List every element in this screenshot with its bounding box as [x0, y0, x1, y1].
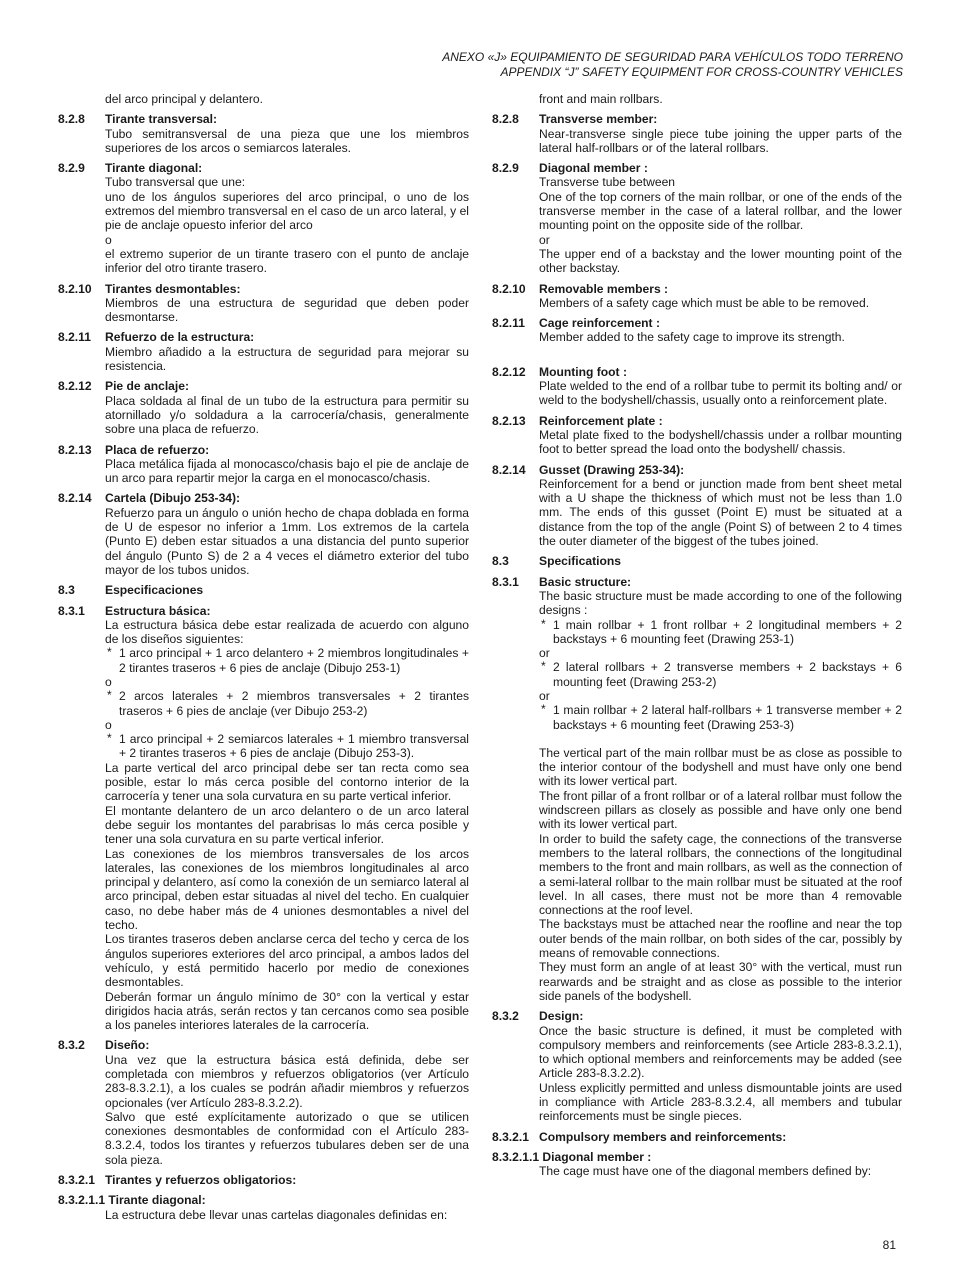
section-number: 8.2.10 — [58, 281, 92, 296]
section-number: 8.2.10 — [492, 281, 526, 296]
paragraph: La parte vertical del arco principal debe ser tan recta como sea posible, estar lo más cerca posible del contorno interior de la carrocería y tener una sola curvatura en su parte vertical inferior. — [105, 760, 469, 804]
section-body: Placa metálica fijada al monocasco/chasis bajo el pie de anclaje de un arco para repartir mejor la carga en el monocasco/chasis. — [105, 456, 469, 486]
section-8-2-13 — [58, 443, 469, 486]
or-text: o — [105, 674, 112, 689]
section-title: Basic structure: — [539, 574, 632, 589]
section-title: Transverse member: — [539, 112, 658, 127]
paragraph: The backstays must be attached near the roofline and near the top outer bends of the main rollbar, on both sides of the car, possibly by means of removable connections. — [539, 917, 902, 961]
section-8-2-13 — [492, 414, 902, 457]
section-number: 8.2.12 — [492, 364, 526, 379]
bullet-item: * 2 lateral rollbars + 2 transverse members + 2 backstays + 6 mounting feet (Drawing 253-2) — [539, 660, 902, 689]
section-8-2-8 — [58, 112, 469, 155]
continued-text: del arco principal y delantero. — [105, 92, 263, 106]
bullet-item: * 1 main rollbar + 1 front rollbar + 2 longitudinal members + 2 backstays + 6 mounting feet (Drawing 253-1) — [539, 618, 902, 647]
section-body: Members of a safety cage which must be able to be removed. — [539, 295, 870, 310]
section-line: Transverse tube between — [539, 175, 676, 190]
section-8-3 — [58, 583, 469, 597]
section-number: 8.3 — [58, 583, 75, 598]
section-8-3-2 — [492, 1009, 902, 1123]
paragraph: Salvo que esté explícitamente autorizado o que se utilicen conexiones desmontables de conformidad con el Artículo 283-8.3.2.4, todos los tirantes y refuerzos tubulares deben ser de una sola pieza. — [105, 1109, 469, 1167]
or-text: or — [539, 646, 550, 661]
section-8-2-14 — [492, 463, 902, 549]
section-8-2-12 — [58, 379, 469, 436]
section-number: 8.2.13 — [58, 442, 92, 457]
section-title: Removable members : — [539, 281, 669, 296]
page-number: 81 — [882, 1238, 896, 1252]
paragraph: The vertical part of the main rollbar must be as close as possible to the interior contour of the bodyshell and must have only one bend with its lower vertical part. — [539, 745, 902, 789]
section-title: Tirantes desmontables: — [105, 281, 241, 296]
section-number: 8.2.14 — [58, 491, 92, 506]
section-8-2-11 — [58, 330, 469, 373]
spacer — [539, 732, 902, 746]
section-line: el extremo superior de un tirante trasero con el punto de anclaje inferior del otro tirante trasero. — [105, 246, 469, 276]
section-intro: The basic structure must be made according to one of the following designs : — [539, 588, 902, 618]
section-title: Refuerzo de la estructura: — [105, 330, 255, 345]
section-title: Specifications — [539, 554, 621, 569]
section-8-2-11 — [492, 316, 902, 345]
english-column — [492, 92, 902, 1184]
or-text: o — [105, 717, 112, 732]
section-title: Cartela (Dibujo 253-34): — [105, 491, 241, 506]
section-number: 8.3.2.1 — [492, 1129, 529, 1144]
section-8-2-14 — [58, 491, 469, 577]
section-title: Diagonal member : — [539, 161, 648, 176]
section-number: 8.3.2.1 — [58, 1173, 95, 1188]
section-title: Tirantes y refuerzos obligatorios: — [105, 1173, 297, 1188]
header-english: APPENDIX “J” SAFETY EQUIPMENT FOR CROSS-COUNTRY VEHICLES — [500, 64, 903, 79]
section-line: One of the top corners of the main rollbar, or one of the ends of the transverse member in the case of a lateral rollbar, and the lower mounting point on the opposite side of the rollbar. — [539, 189, 902, 233]
paragraph: Once the basic structure is defined, it must be completed with compulsory members and reinforcements (see Article 283-8.3.2.1), to which optional members and reinforcements may be added (see Article 283-8.3.2.2). — [539, 1023, 902, 1081]
section-8-3-2-1 — [492, 1130, 902, 1144]
or-text: or — [539, 232, 550, 247]
paragraph: Deberán formar un ángulo mínimo de 30° con la vertical y estar dirigidos hacia atrás, serán rectos y tan cercanos como sea posible a los paneles interiores laterales de la carrocería. — [105, 989, 469, 1033]
section-8-3-2-1-1 — [492, 1150, 902, 1179]
bullet-item: * 2 arcos laterales + 2 miembros transversales + 2 tirantes traseros + 6 pies de anclaje (ver Dibujo 253-2) — [105, 689, 469, 718]
section-title: Placa de refuerzo: — [105, 442, 210, 457]
spanish-column — [58, 92, 469, 1228]
section-8-3-2-1 — [58, 1173, 469, 1187]
section-number: 8.2.9 — [492, 161, 519, 176]
section-number: 8.2.8 — [492, 112, 519, 127]
section-line: Tubo transversal que une: — [105, 175, 246, 190]
section-8-2-9 — [492, 161, 902, 275]
section-number: 8.3.2 — [58, 1038, 85, 1053]
section-body: Metal plate fixed to the bodyshell/chassis under a rollbar mounting foot to better spread the load onto the bodyshell/ chassis. — [539, 427, 902, 457]
spacer — [492, 351, 902, 365]
section-number: 8.2.12 — [58, 379, 92, 394]
section-body: Near-transverse single piece tube joining the upper parts of the lateral half-rollbars or of the lateral rollbars. — [539, 126, 902, 155]
section-body: Plate welded to the end of a rollbar tube to permit its bolting and/ or weld to the bodyshell/chassis, usually onto a reinforcement plate. — [539, 379, 902, 408]
page-header — [442, 50, 903, 79]
header-spanish: ANEXO «J» EQUIPAMIENTO DE SEGURIDAD PARA VEHÍCULOS TODO TERRENO — [442, 50, 903, 64]
section-title: Especificaciones — [105, 583, 204, 598]
section-number: 8.2.9 — [58, 161, 85, 176]
section-intro: La estructura básica debe estar realizada de acuerdo con alguno de los diseños siguientes: — [105, 617, 469, 647]
section-8-2-8 — [492, 112, 902, 155]
continued-text: front and main rollbars. — [539, 92, 663, 106]
section-body: Reinforcement for a bend or junction made from bent sheet metal with a U shape the thickness of which must not be less than 1.0 mm. The ends of this gusset (Point E) must be situated at a distance from the top of the angle (Point S) of between 2 to 4 times the outer diameter of the biggest of the tubes joined. — [539, 476, 902, 549]
bullet-item: * 1 arco principal + 2 semiarcos laterales + 1 miembro transversal + 2 tirantes traseros + 6 pies de anclaje (Dibujo 253-3). — [105, 732, 469, 761]
section-title: Pie de anclaje: — [105, 379, 190, 394]
paragraph: In order to build the safety cage, the connections of the transverse members to the lateral rollbars, the connections of the longitudinal members to the front and main rollbars, as well as the connection of a semi-lateral rollbar to the main rollbar must be situated at the roof level. In all cases, there must not be more than 4 removable connections at the roof level. — [539, 831, 902, 918]
section-number: 8.2.11 — [58, 330, 91, 345]
section-number: 8.3.1 — [492, 574, 519, 589]
section-title: Gusset (Drawing 253-34): — [539, 462, 685, 477]
section-8-2-10 — [492, 282, 902, 311]
section-title: Cage reinforcement : — [539, 316, 660, 331]
section-8-3-2-1-1 — [58, 1193, 469, 1222]
section-8-2-10 — [58, 282, 469, 325]
section-number: 8.2.11 — [492, 316, 525, 331]
or-text: o — [105, 232, 112, 247]
section-8-3-1 — [58, 604, 469, 1033]
section-number: 8.3.1 — [58, 603, 85, 618]
section-number: 8.2.8 — [58, 112, 85, 127]
or-text: or — [539, 688, 550, 703]
section-body: Placa soldada al final de un tubo de la estructura para permitir su atornillado y/o soldadura a la carrocería/chasis, generalmente sobre una placa de refuerzo. — [105, 393, 469, 437]
section-title: Tirante diagonal: — [105, 161, 203, 176]
section-body: La estructura debe llevar unas cartelas diagonales definidas en: — [105, 1207, 448, 1222]
paragraph: They must form an angle of at least 30° with the vertical, must run rearwards and be straight and as close as possible to the interior side panels of the bodyshell. — [539, 960, 902, 1003]
section-8-2-9 — [58, 161, 469, 275]
section-title: Reinforcement plate : — [539, 413, 663, 428]
bullet-item: * 1 main rollbar + 2 lateral half-rollbars + 1 transverse member + 2 backstays + 6 mounting feet (Drawing 253-3) — [539, 703, 902, 732]
section-number: 8.3.2 — [492, 1009, 519, 1024]
section-title: Mounting foot : — [539, 364, 627, 379]
paragraph: Unless explicitly permitted and unless dismountable joints are used in compliance with Article 283-8.3.2.4, all members and tubular reinforcements must be single pieces. — [539, 1080, 902, 1124]
section-8-3 — [492, 554, 902, 568]
section-body: Member added to the safety cage to improve its strength. — [539, 330, 845, 345]
section-number: 8.2.14 — [492, 462, 526, 477]
paragraph: El montante delantero de un arco delantero o de un arco lateral debe seguir los montantes del parabrisas lo más cerca posible y tener una sola curvatura en su parte vertical inferior. — [105, 803, 469, 847]
section-line: The upper end of a backstay and the lower mounting point of the other backstay. — [539, 246, 902, 276]
section-8-3-2 — [58, 1038, 469, 1167]
section-8-2-12 — [492, 365, 902, 408]
section-title: Design: — [539, 1009, 584, 1024]
section-body: Miembro añadido a la estructura de seguridad para mejorar su resistencia. — [105, 344, 469, 374]
paragraph: The front pillar of a front rollbar or of a lateral rollbar must follow the windscreen pillars as closely as possible and have only one bend with its lower vertical part. — [539, 788, 902, 832]
section-title: Diseño: — [105, 1038, 150, 1053]
section-label: 8.3.2.1.1 Tirante diagonal: — [58, 1193, 206, 1208]
section-number: 8.3 — [492, 554, 509, 569]
section-title: Compulsory members and reinforcements: — [539, 1129, 787, 1144]
section-title: Tirante transversal: — [105, 112, 218, 127]
section-body: Refuerzo para un ángulo o unión hecho de chapa doblada en forma de U de espesor no inferior a 1mm. Los extremos de la cartela (Punto E) deben estar situados a una distancia del punto superior del ángulo (Punto S) de 2 a 4 veces el diámetro exterior del tubo mayor de los tubos unidos. — [105, 505, 469, 577]
section-line: uno de los ángulos superiores del arco principal, o uno de los extremos del miembro transversal en el caso de un arco lateral, y el pie de anclaje opuesto inferior del arco — [105, 189, 469, 233]
paragraph: Una vez que la estructura básica está definida, debe ser completada con miembros y refuerzos obligatorios (ver Artículo 283-8.3.2.1), a los cuales se podrán añadir miembros y refuerzos opcionales (ver Artículo 283-8.3.2.2). — [105, 1052, 469, 1110]
section-label: 8.3.2.1.1 Diagonal member : — [492, 1149, 652, 1164]
section-8-3-1 — [492, 575, 902, 1004]
section-number: 8.2.13 — [492, 413, 526, 428]
paragraph: Los tirantes traseros deben anclarse cerca del techo y cerca de los ángulos superiores exteriores del arco principal, a ambos lados del vehículo, y está permitido hacerlo por medio de conexiones desmontables. — [105, 932, 469, 990]
section-title: Estructura básica: — [105, 603, 211, 618]
bullet-item: * 1 arco principal + 1 arco delantero + 2 miembros longitudinales + 2 tirantes traseros + 6 pies de anclaje (Dibujo 253-1) — [105, 646, 469, 675]
section-body: The cage must have one of the diagonal members defined by: — [539, 1164, 872, 1179]
paragraph: Las conexiones de los miembros transversales de los arcos laterales, las conexiones de los miembros longitudinales al arco principal y delantero, así como la conexión de un semiarco lateral al arco principal, deben estar situadas al nivel del techo. En cualquier caso, no debe haber más de 4 uniones desmontables a nivel del techo. — [105, 846, 469, 933]
section-body: Miembros de una estructura de seguridad que deben poder desmontarse. — [105, 295, 469, 325]
section-body: Tubo semitransversal de una pieza que une los miembros superiores de los arcos o semiarcos laterales. — [105, 126, 469, 155]
